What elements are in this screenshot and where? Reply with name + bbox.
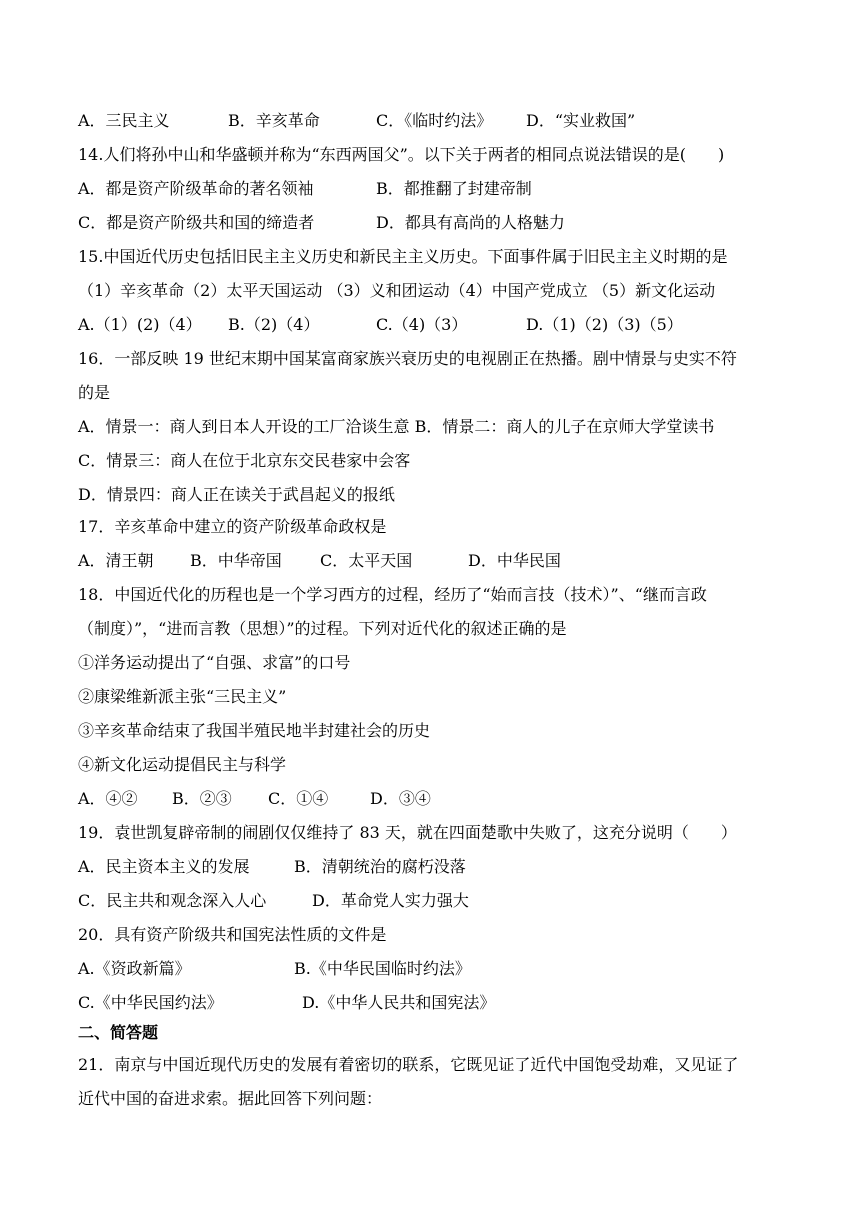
q18-stem-line-2: （制度）”，“进而言教（思想）”的过程。下列对近代化的叙述正确的是 [78,619,567,638]
q17-options-row [78,548,798,574]
q19-options-row-2 [78,888,798,914]
q17-option-a: A．清王朝 [78,551,154,570]
q20-options-row-2 [78,990,798,1016]
q13-option-a: A．三民主义 [78,111,170,130]
q18-option-c: C．①④ [268,789,329,808]
q19-options-row-1 [78,854,798,880]
q15-option-b: B.（2)（4） [228,315,320,334]
q16-option-c: C．情景三：商人在位于北京东交民巷家中会客 [78,451,411,470]
q16-stem-line-1: 16．一部反映 19 世纪末期中国某富商家族兴衰历史的电视剧正在热播。剧中情景与史实不符 [78,349,737,368]
q20-option-d: D.《中华人民共和国宪法》 [302,993,496,1012]
q17-stem: 17．辛亥革命中建立的资产阶级革命政权是 [78,517,387,536]
q15-option-a: A.（1）(2)（4） [78,315,202,334]
q18-statement-2: ②康梁维新派主张“三民主义” [78,687,287,706]
q16-option-d: D．情景四：商人正在读关于武昌起义的报纸 [78,485,395,504]
q15-option-d: D.（1)（2)（3)（5） [526,315,683,334]
q14-option-a: A．都是资产阶级革命的著名领袖 [78,179,314,198]
q16-stem-line-2: 的是 [78,383,111,402]
q13-option-b: B．辛亥革命 [228,111,320,130]
q20-option-a: A.《资政新篇》 [78,959,191,978]
q20-option-b: B.《中华民国临时约法》 [294,959,471,978]
q18-statement-3: ③辛亥革命结束了我国半殖民地半封建社会的历史 [78,721,431,740]
q18-options-row [78,786,798,812]
q15-events: （1）辛亥革命（2）太平天国运动 （3）义和团运动（4）中国产党成立 （5）新文化运动 [78,281,716,300]
q18-option-d: D．③④ [370,789,431,808]
q19-option-b: B．清朝统治的腐朽没落 [294,857,466,876]
q20-stem: 20．具有资产阶级共和国宪法性质的文件是 [78,925,387,944]
q14-stem: 14.人们将孙中山和华盛顿并称为“东西两国父”。以下关于两者的相同点说法错误的是( ) [78,145,725,164]
q14-options-row-1 [78,176,798,202]
q18-statement-1: ①洋务运动提出了“自强、求富”的口号 [78,653,351,672]
q15-options-row [78,312,798,338]
q14-option-d: D．都具有高尚的人格魅力 [376,213,565,232]
q19-stem: 19．袁世凯复辟帝制的闹剧仅仅维持了 83 天，就在四面楚歌中失败了，这充分说明（ ） [78,823,737,842]
q17-option-d: D．中华民国 [468,551,561,570]
q18-statement-4: ④新文化运动提倡民主与科学 [78,755,287,774]
q15-option-c: C.（4)（3） [376,315,468,334]
q20-options-row-1 [78,956,798,982]
q18-option-a: A．④② [78,789,138,808]
q17-option-b: B．中华帝国 [190,551,282,570]
q13-option-d: D．“实业救国” [526,111,636,130]
q19-option-c: C．民主共和观念深入人心 [78,891,267,910]
q16-options-ab: A．情景一：商人到日本人开设的工厂洽谈生意 B．情景二：商人的儿子在京师大学堂读书 [78,417,715,436]
q13-option-c: C．《临时约法》 [376,111,493,130]
q14-option-c: C．都是资产阶级共和国的缔造者 [78,213,315,232]
q13-options-row [78,108,798,134]
q18-stem-line-1: 18．中国近代化的历程也是一个学习西方的过程，经历了“始而言技（技术）”、“继而言政 [78,585,707,604]
q14-option-b: B．都推翻了封建帝制 [376,179,532,198]
section-heading-short-answer: 二、简答题 [78,1023,159,1042]
q18-option-b: B．②③ [172,789,232,808]
q15-stem: 15.中国近代历史包括旧民主主义历史和新民主主义历史。下面事件属于旧民主主义时期的是 [78,247,728,266]
q14-options-row-2 [78,210,798,236]
q21-stem-line-2: 近代中国的奋进求索。据此回答下列问题： [78,1089,383,1108]
q19-option-a: A．民主资本主义的发展 [78,857,250,876]
q20-option-c: C.《中华民国约法》 [78,993,223,1012]
q17-option-c: C．太平天国 [320,551,413,570]
q21-stem-line-1: 21．南京与中国近现代历史的发展有着密切的联系，它既见证了近代中国饱受劫难，又见证了 [78,1055,739,1074]
q19-option-d: D．革命党人实力强大 [312,891,469,910]
